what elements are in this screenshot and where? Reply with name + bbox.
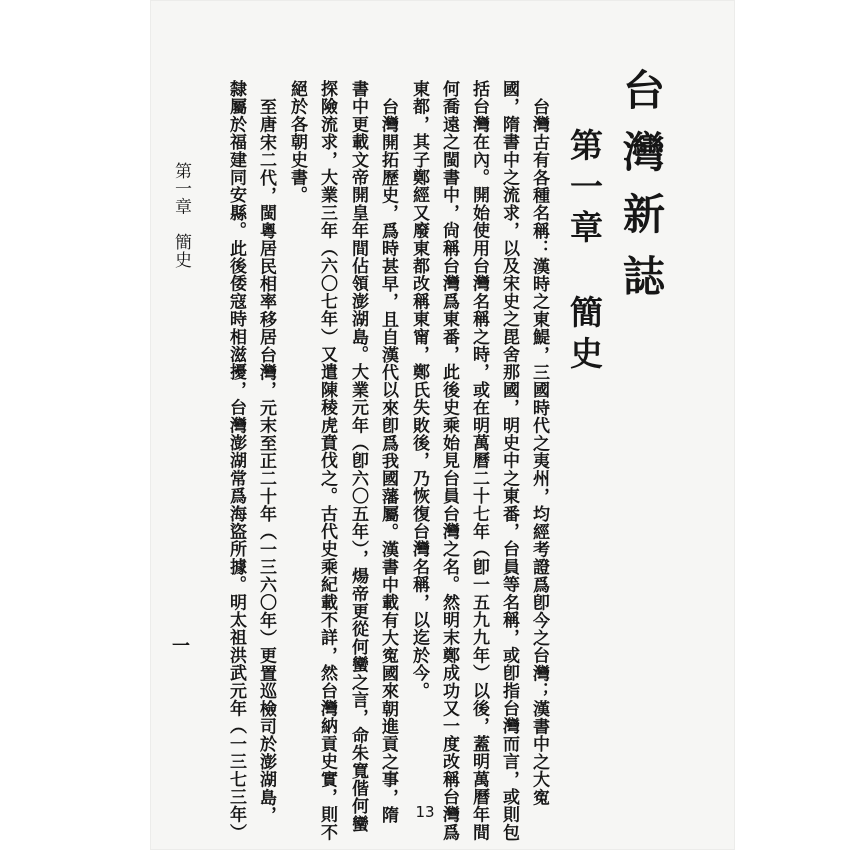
body-line: 國，隋書中之流求，以及宋史之毘舍那國，明史中之東番，台員等名稱，或卽指台灣而言，或則包 (499, 80, 519, 842)
body-line: 台灣古有各種名稱：漢時之東鯷，三國時代之夷州，均經考證爲卽今之台灣；漢書中之大寃 (529, 98, 549, 806)
chapter-number: 第一章 (565, 128, 604, 251)
book-title: 台灣新誌 (617, 68, 666, 316)
body-line: 至唐宋二代，閩粵居民相率移居台灣，元末至正二十年（一三六〇年）更置巡檢司於澎湖島， (256, 98, 276, 824)
body-line: 隸屬於福建同安縣。此後倭寇時相滋擾，台灣澎湖常爲海盜所據。明太祖洪武元年（一三七三年） (226, 80, 246, 842)
body-line: 探險流求，大業三年（六〇七年）又遣陳稜虎賁伐之。古代史乘紀載不詳，然台灣納貢史實，則不 (317, 80, 337, 842)
body-line: 絕於各朝史書。 (287, 80, 307, 204)
running-header-chapter: 第一章 (171, 162, 191, 216)
chapter-title: 簡史 (565, 295, 604, 377)
body-line: 括台灣在內。開始使用台灣名稱之時，或在明萬曆二十七年（卽一五九九年）以後，蓋明萬曆年間 (469, 80, 489, 842)
folio: 一 (169, 636, 190, 654)
body-line: 書中更載文帝開皇年間佔領澎湖島。大業元年（卽六〇五年），煬帝更從何蠻之言，命朱寬偕何蠻 (348, 80, 368, 833)
running-header-title: 簡史 (171, 233, 191, 269)
book-page (150, 0, 735, 850)
page-number: 13 (415, 803, 435, 821)
body-line: 東都，其子鄭經又廢東都改稱東甯，鄭氏失敗後，乃恢復台灣名稱，以迄於今。 (409, 80, 429, 700)
chapter-heading (565, 128, 604, 377)
body-line: 何喬遠之閩書中，尙稱台灣爲東番，此後史乘始見台員台灣之名。然明末鄭成功又一度改稱台灣爲 (439, 80, 459, 842)
body-line: 台灣開拓歷史，爲時甚早，且自漢代以來卽爲我國藩屬。漢書中載有大寃國來朝進貢之事，隋 (378, 98, 398, 824)
running-header (172, 162, 189, 269)
